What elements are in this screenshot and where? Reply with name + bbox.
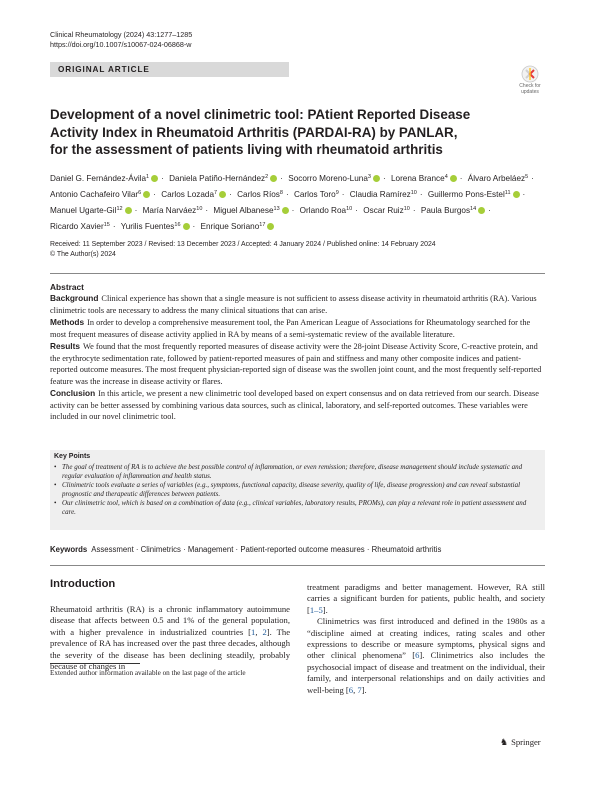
crossmark-label[interactable] <box>509 83 551 95</box>
author-name[interactable] <box>201 222 275 231</box>
author-name-text: Álvaro Arbeláez <box>467 174 526 183</box>
citation-link[interactable]: 2 <box>262 626 267 637</box>
orcid-icon[interactable] <box>143 191 150 198</box>
author-name-text: Claudia Ramírez <box>349 190 411 199</box>
intro-paragraph <box>307 616 545 696</box>
author-separator: · <box>280 174 283 183</box>
body-text: ]. <box>322 604 328 615</box>
author-separator: · <box>531 174 534 183</box>
orcid-icon[interactable] <box>373 175 380 182</box>
affiliation-number: 10 <box>410 190 417 196</box>
body-text: , <box>353 684 358 695</box>
author-name-text: Yurilis Fuentes <box>120 222 175 231</box>
author-name-text: Orlando Roa <box>299 206 347 215</box>
body-text: , <box>255 626 263 637</box>
author-separator: · <box>341 190 345 199</box>
author-name-text: Antonio Cachafeiro Vilar <box>50 190 139 199</box>
body-text: Rheumatoid arthritis (RA) is a chronic inflammatory autoimmune disease that affects between 0.5 and 1% of the general population, with a higher prevalence in industrialized countries [ <box>50 604 290 637</box>
key-point-item: • Our clinimetric tool, which is based on a combination of data (e.g., clinical variables, laboratory results, PROMs), can play a relevant role in patient assessment and care. <box>54 499 539 517</box>
author-name-text: Oscar Ruiz <box>363 206 404 215</box>
affiliation-number: 5 <box>525 174 529 180</box>
author-name[interactable] <box>350 190 417 199</box>
author-name[interactable] <box>169 174 277 183</box>
orcid-icon[interactable] <box>219 191 226 198</box>
author-name[interactable] <box>294 190 339 199</box>
footnote-divider <box>50 663 140 664</box>
article-title <box>50 106 510 159</box>
keywords-label: Keywords <box>50 545 88 554</box>
affiliation-number: 6 <box>138 190 142 196</box>
orcid-icon[interactable] <box>125 207 132 214</box>
author-name-text: Carlos Toro <box>293 190 336 199</box>
author-separator: · <box>382 174 386 183</box>
body-text: Clinimetrics was first introduced and defined in the 1980s as a “discipline aimed at creating indices, rating scales and other expressions to describe or measure symptoms, physical signs and other clinical phenomena” [ <box>307 616 545 661</box>
author-name[interactable] <box>50 174 158 183</box>
author-name-text: Miguel Albanese <box>213 206 274 215</box>
divider <box>50 273 545 274</box>
author-name-text: María Narváez <box>142 206 197 215</box>
affiliation-number: 10 <box>196 206 203 212</box>
author-separator: · <box>522 190 526 199</box>
author-separator: · <box>161 174 164 183</box>
citation-link[interactable]: 1 <box>251 626 256 637</box>
affiliation-number: 17 <box>259 222 266 228</box>
affiliation-number: 4 <box>444 174 448 180</box>
affiliation-number: 14 <box>470 206 477 212</box>
author-name-text: Socorro Moreno-Luna <box>288 174 368 183</box>
author-name[interactable] <box>288 174 380 183</box>
title-line-1: Development of a novel clinimetric tool: PAtient Reported Disease <box>50 107 471 122</box>
orcid-icon[interactable] <box>450 175 457 182</box>
abstract-label: Background <box>50 293 99 303</box>
abstract-text: Clinical experience has shown that a single measure is not sufficient to assess disease activity in rheumatoid arthritis (RA). Various clinimetric tools are necessary to address the many clinical situations that can arise. <box>50 294 537 315</box>
abstract-body <box>50 293 545 424</box>
affiliation-number: 7 <box>214 190 218 196</box>
affiliation-number: 11 <box>504 190 511 196</box>
orcid-icon[interactable] <box>267 223 274 230</box>
divider <box>50 565 545 566</box>
author-name-text: Enrique Soriano <box>200 222 260 231</box>
springer-horse-icon: ♞ <box>500 737 509 747</box>
title-line-2: Activity Index in Rheumatoid Arthritis (PARDAI-RA) by PANLAR, <box>50 124 458 140</box>
author-separator: · <box>134 206 138 215</box>
journal-citation: Clinical Rheumatology (2024) 43:1277–1285 <box>50 30 193 39</box>
publisher-name: Springer <box>511 737 541 747</box>
affiliation-number: 8 <box>279 190 283 196</box>
author-name[interactable] <box>468 174 528 183</box>
key-point-item: • Clinimetric tools evaluate a series of variables (e.g., symptoms, functional capacity, disease severity, quality of life, disease progression) and can reveal substantial prognostic and therapeutic differences between patients. <box>54 481 539 499</box>
key-point-item: • The goal of treatment of RA is to achieve the best possible control of inflammation, or even remission; therefore, disease management should include systematic and regular evaluation of inflammation and health status. <box>54 463 539 481</box>
body-text: ]. Clinimetrics also includes the psychosocial impact of disease and treatment on the individual, their family, and interpersonal relationships and on daily activities and well-being [ <box>307 650 545 695</box>
affiliation-number: 16 <box>174 222 181 228</box>
author-name-text: Daniela Patiño-Hernández <box>169 174 266 183</box>
footnote: Extended author information available on the last page of the article <box>50 669 246 677</box>
author-separator: · <box>355 206 358 215</box>
abstract-text: In order to develop a comprehensive measurement tool, the Pan American League of Associations for Rheumatology searched for the most frequent measures of disease activity applied in RA by means of a semi-systematic review of the available literature. <box>50 318 531 339</box>
affiliation-number: 3 <box>367 174 371 180</box>
affiliation-number: 10 <box>403 206 410 212</box>
author-separator: · <box>412 206 416 215</box>
affiliation-number: 9 <box>335 190 339 196</box>
orcid-icon[interactable] <box>513 191 520 198</box>
author-name-text: Paula Burgos <box>420 206 471 215</box>
body-text: treatment paradigms and better management. However, RA still carries a significant burden for patients, public health, and society [ <box>307 582 545 615</box>
copyright-notice: © The Author(s) 2024 <box>50 251 116 258</box>
intro-paragraph <box>307 582 545 616</box>
article-dates <box>50 240 436 260</box>
author-name-text: Lorena Brance <box>390 174 445 183</box>
publisher-logo <box>500 737 541 748</box>
key-points-list <box>54 463 539 517</box>
author-name-text: Daniel G. Fernández-Ávila <box>50 174 147 183</box>
orcid-icon[interactable] <box>282 207 289 214</box>
citation-link[interactable]: 6 <box>415 650 420 661</box>
author-name[interactable] <box>363 206 410 215</box>
author-name-text: Carlos Ríos <box>237 190 280 199</box>
author-separator: · <box>291 206 295 215</box>
crossmark-text-1: Check for <box>519 83 541 89</box>
abstract-results <box>50 341 545 387</box>
citation-link[interactable]: 7 <box>357 684 362 695</box>
orcid-icon[interactable] <box>183 223 190 230</box>
title-line-3: for the assessment of patients living with rheumatoid arthritis <box>50 142 443 157</box>
author-name[interactable] <box>213 206 288 215</box>
author-name[interactable] <box>300 206 353 215</box>
article-type-banner: ORIGINAL ARTICLE <box>50 62 289 77</box>
author-name[interactable] <box>161 190 226 199</box>
author-name[interactable] <box>50 222 110 231</box>
author-name[interactable] <box>421 206 485 215</box>
keywords <box>50 545 545 554</box>
abstract-text: We found that the most frequently reported measures of disease activity were the 28-joint Disease Activity Score, C-reactive protein, and the erythrocyte sedimentation rate, followed by patient-reported measures of pain and stiffness and many other composite indices and patient-reported outcome measures. The most frequent physician-reported sign of disease was the swollen joint count, and the most frequently self-reported feature was the increase in disease activity or flares. <box>50 342 542 386</box>
author-name[interactable] <box>50 206 132 215</box>
affiliation-number: 15 <box>103 222 110 228</box>
keywords-text: Assessment · Clinimetrics · Management · Patient-reported outcome measures · Rheumatoid arthritis <box>91 545 442 554</box>
affiliation-number: 10 <box>346 206 353 212</box>
affiliation-number: 12 <box>116 206 123 212</box>
body-text: ]. The prevalence of RA has increased over the past three decades, although the severity of the disease has been declining steadily, probably because of changes in <box>50 626 291 672</box>
abstract-label: Conclusion <box>50 388 96 398</box>
author-name[interactable] <box>143 206 203 215</box>
author-name-text: Guillermo Pons-Estel <box>427 190 505 199</box>
abstract-background <box>50 293 545 316</box>
abstract-methods <box>50 317 545 340</box>
author-separator: · <box>205 206 209 215</box>
author-name-text: Carlos Lozada <box>161 190 215 199</box>
citation-link[interactable]: 6 <box>348 684 354 695</box>
author-list <box>50 170 550 234</box>
author-separator: · <box>229 190 232 199</box>
abstract-label: Methods <box>50 317 85 327</box>
introduction-heading: Introduction <box>50 578 116 590</box>
affiliation-number: 13 <box>273 206 280 212</box>
citation-link[interactable]: 1–5 <box>309 604 323 615</box>
author-separator: · <box>419 190 423 199</box>
orcid-icon[interactable] <box>270 175 277 182</box>
journal-header <box>50 30 192 50</box>
author-name[interactable] <box>428 190 520 199</box>
crossmark-text-2: updates <box>521 89 539 95</box>
author-separator: · <box>285 190 289 199</box>
doi-link[interactable]: https://doi.org/10.1007/s10067-024-06868-w <box>50 40 192 49</box>
affiliation-number: 1 <box>146 174 150 180</box>
orcid-icon[interactable] <box>151 175 158 182</box>
abstract-conclusion <box>50 388 545 423</box>
author-separator: · <box>112 222 116 231</box>
author-separator: · <box>192 222 196 231</box>
author-separator: · <box>488 206 491 215</box>
affiliation-number: 2 <box>265 174 269 180</box>
intro-right-column <box>307 582 545 696</box>
author-separator: · <box>459 174 463 183</box>
key-points-heading: Key Points <box>54 453 91 460</box>
author-name-text: Manuel Ugarte-Gil <box>50 206 117 215</box>
abstract-label: Results <box>50 341 80 351</box>
author-name[interactable] <box>237 190 283 199</box>
author-name[interactable] <box>50 190 150 199</box>
author-name[interactable] <box>121 222 190 231</box>
abstract-text: In this article, we present a new clinimetric tool developed based on expert consensus and on data retrieved from our search. Disease activity can be better assessed by combining various data sources, such as clinical, laboratory, and self-reported outcomes. These variables were included in our novel clinimetric tool. <box>50 389 539 421</box>
orcid-icon[interactable] <box>478 207 485 214</box>
author-name[interactable] <box>391 174 457 183</box>
history-dates: Received: 11 September 2023 / Revised: 13 December 2023 / Accepted: 4 January 2024 / Published online: 14 February 2024 <box>50 241 436 248</box>
author-separator: · <box>153 190 156 199</box>
abstract-heading: Abstract <box>50 282 84 292</box>
body-text: ]. <box>361 684 367 695</box>
author-name-text: Ricardo Xavier <box>50 222 104 231</box>
